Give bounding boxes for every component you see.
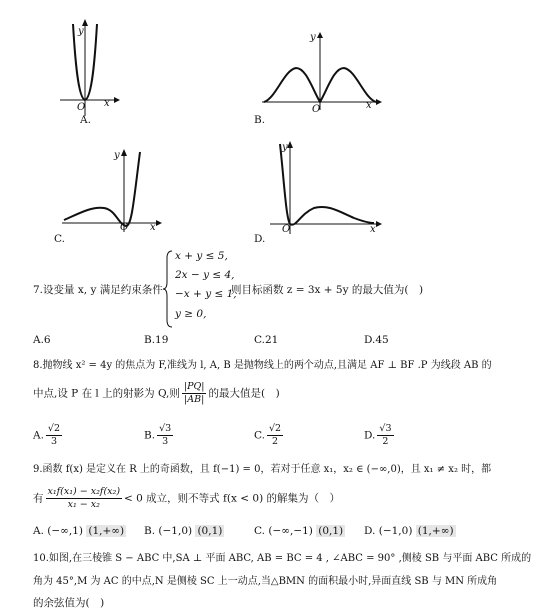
q9-option-b	[144, 525, 224, 537]
q9-line2	[33, 486, 340, 511]
q8-line2-suffix: 的最大值是( )	[208, 387, 280, 400]
graph-d	[270, 140, 382, 235]
q8-option-b-label: B.	[144, 429, 156, 442]
y-axis-label: y	[310, 32, 316, 43]
q9-line2-prefix: 有	[33, 492, 44, 505]
y-axis-label: y	[114, 150, 120, 161]
q7-option-c: C.21	[254, 334, 279, 346]
option-b-label: B.	[254, 114, 266, 126]
y-axis-label: y	[78, 26, 84, 37]
q8-option-b	[144, 423, 175, 448]
origin-label: O	[77, 102, 86, 113]
q8-line2-prefix: 中点,设 P 在 l 上的射影为 Q,则	[33, 387, 180, 400]
q7-option-b: B.19	[144, 334, 169, 346]
q9-option-c-part2: (0,1)	[318, 525, 344, 537]
option-d-label: D.	[254, 233, 266, 245]
x-axis-label: x	[150, 222, 156, 233]
q9-option-a-label: A.	[33, 525, 44, 537]
q9-option-a-part1: (−∞,1)	[47, 525, 84, 537]
q9-option-b-label: B.	[144, 525, 156, 537]
q8-option-a	[33, 423, 64, 448]
q9-line2-suffix: < 0 成立，则不等式 f(x < 0) 的解集为（ ）	[124, 492, 341, 505]
q9-option-d-part1: (−1,0)	[378, 525, 413, 537]
option-c-label: C.	[54, 233, 65, 245]
q9-frac-num: x₁f(x₁) − x₂f(x₂)	[47, 486, 121, 497]
q9-option-b-part2: (0,1)	[197, 525, 223, 537]
y-axis-label: y	[282, 142, 288, 153]
q9-option-b-part1: (−1,0)	[158, 525, 193, 537]
q8-option-c	[254, 423, 285, 448]
q8-option-d-num: √3	[379, 423, 392, 434]
q10-line2: 角为 45°,M 为 AC 的中点,N 是侧棱 SC 上一动点,当△BMN 的面积最小时,异面直线 SB 与 MN 所成角	[33, 576, 498, 587]
q10-line1: 10.如图,在三棱锥 S − ABC 中,SA ⊥ 平面 ABC, AB = BC = 4 , ∠ABC = 90° ,侧棱 SB 与平面 ABC 所成的	[33, 553, 532, 564]
q7-option-a: A.6	[33, 334, 51, 346]
q8-option-a-label: A.	[33, 429, 44, 442]
q9-option-d	[364, 525, 456, 537]
brace-icon	[163, 250, 173, 328]
q7-option-d: D.45	[364, 334, 389, 346]
q8-option-a-num: √2	[47, 423, 61, 434]
q7-constraint-1: x + y ≤ 5,	[175, 250, 228, 262]
q10-line3: 的余弦值为( )	[33, 597, 105, 609]
q8-frac-den: |AB|	[184, 394, 205, 405]
option-a-label: A.	[80, 114, 91, 126]
q8-option-c-num: √2	[269, 423, 282, 434]
q7-suffix: 则目标函数 z = 3x + 5y 的最大值为( )	[231, 284, 424, 296]
origin-label: O	[120, 222, 129, 233]
q9-option-a	[33, 525, 126, 537]
q8-option-a-den: 3	[50, 436, 57, 447]
q8-line1: 8.抛物线 x² = 4y 的焦点为 F,准线为 l, A, B 是抛物线上的两个动点,且满足 AF ⊥ BF .P 为线段 AB 的	[33, 360, 492, 371]
q8-option-c-label: C.	[254, 429, 265, 442]
q9-line1: 9.函数 f(x) 是定义在 R 上的奇函数，且 f(−1) = 0，若对于任意 x₁，x₂ ∈ (−∞,0)，且 x₁ ≠ x₂ 时，都	[33, 464, 492, 475]
origin-label: O	[282, 224, 291, 235]
q8-line2	[33, 381, 280, 406]
q8-frac-num: |PQ|	[183, 381, 205, 392]
q8-fraction	[182, 381, 207, 406]
q8-option-d-label: D.	[364, 429, 376, 442]
q9-option-c	[254, 525, 345, 537]
x-axis-label: x	[370, 224, 376, 235]
q8-option-b-num: √3	[159, 423, 172, 434]
graph-a	[60, 18, 120, 118]
q9-frac-den: x₁ − x₂	[67, 499, 100, 510]
q7-constraint-4: y ≥ 0,	[175, 308, 207, 320]
x-axis-label: x	[104, 98, 110, 109]
q7-prefix: 7.设变量 x, y 满足约束条件	[33, 284, 163, 296]
origin-label: O	[312, 104, 321, 115]
q9-option-d-part2: (1,+∞)	[417, 525, 454, 537]
graph-c	[62, 148, 162, 233]
q8-option-d	[364, 423, 396, 448]
q9-option-d-label: D.	[364, 525, 376, 537]
q9-option-c-label: C.	[254, 525, 265, 537]
q9-option-a-part2: (1,+∞)	[88, 525, 125, 537]
x-axis-label: x	[366, 100, 372, 111]
q9-fraction	[46, 486, 123, 511]
q8-option-c-den: 2	[272, 436, 279, 447]
q8-option-d-den: 2	[382, 436, 389, 447]
q9-option-c-part1: (−∞,−1)	[268, 525, 313, 537]
q7-constraint-2: 2x − y ≤ 4,	[175, 269, 235, 281]
q8-option-b-den: 3	[162, 436, 169, 447]
q7-constraint-3: −x + y ≤ 1,	[175, 288, 237, 300]
graph-b	[262, 32, 382, 115]
